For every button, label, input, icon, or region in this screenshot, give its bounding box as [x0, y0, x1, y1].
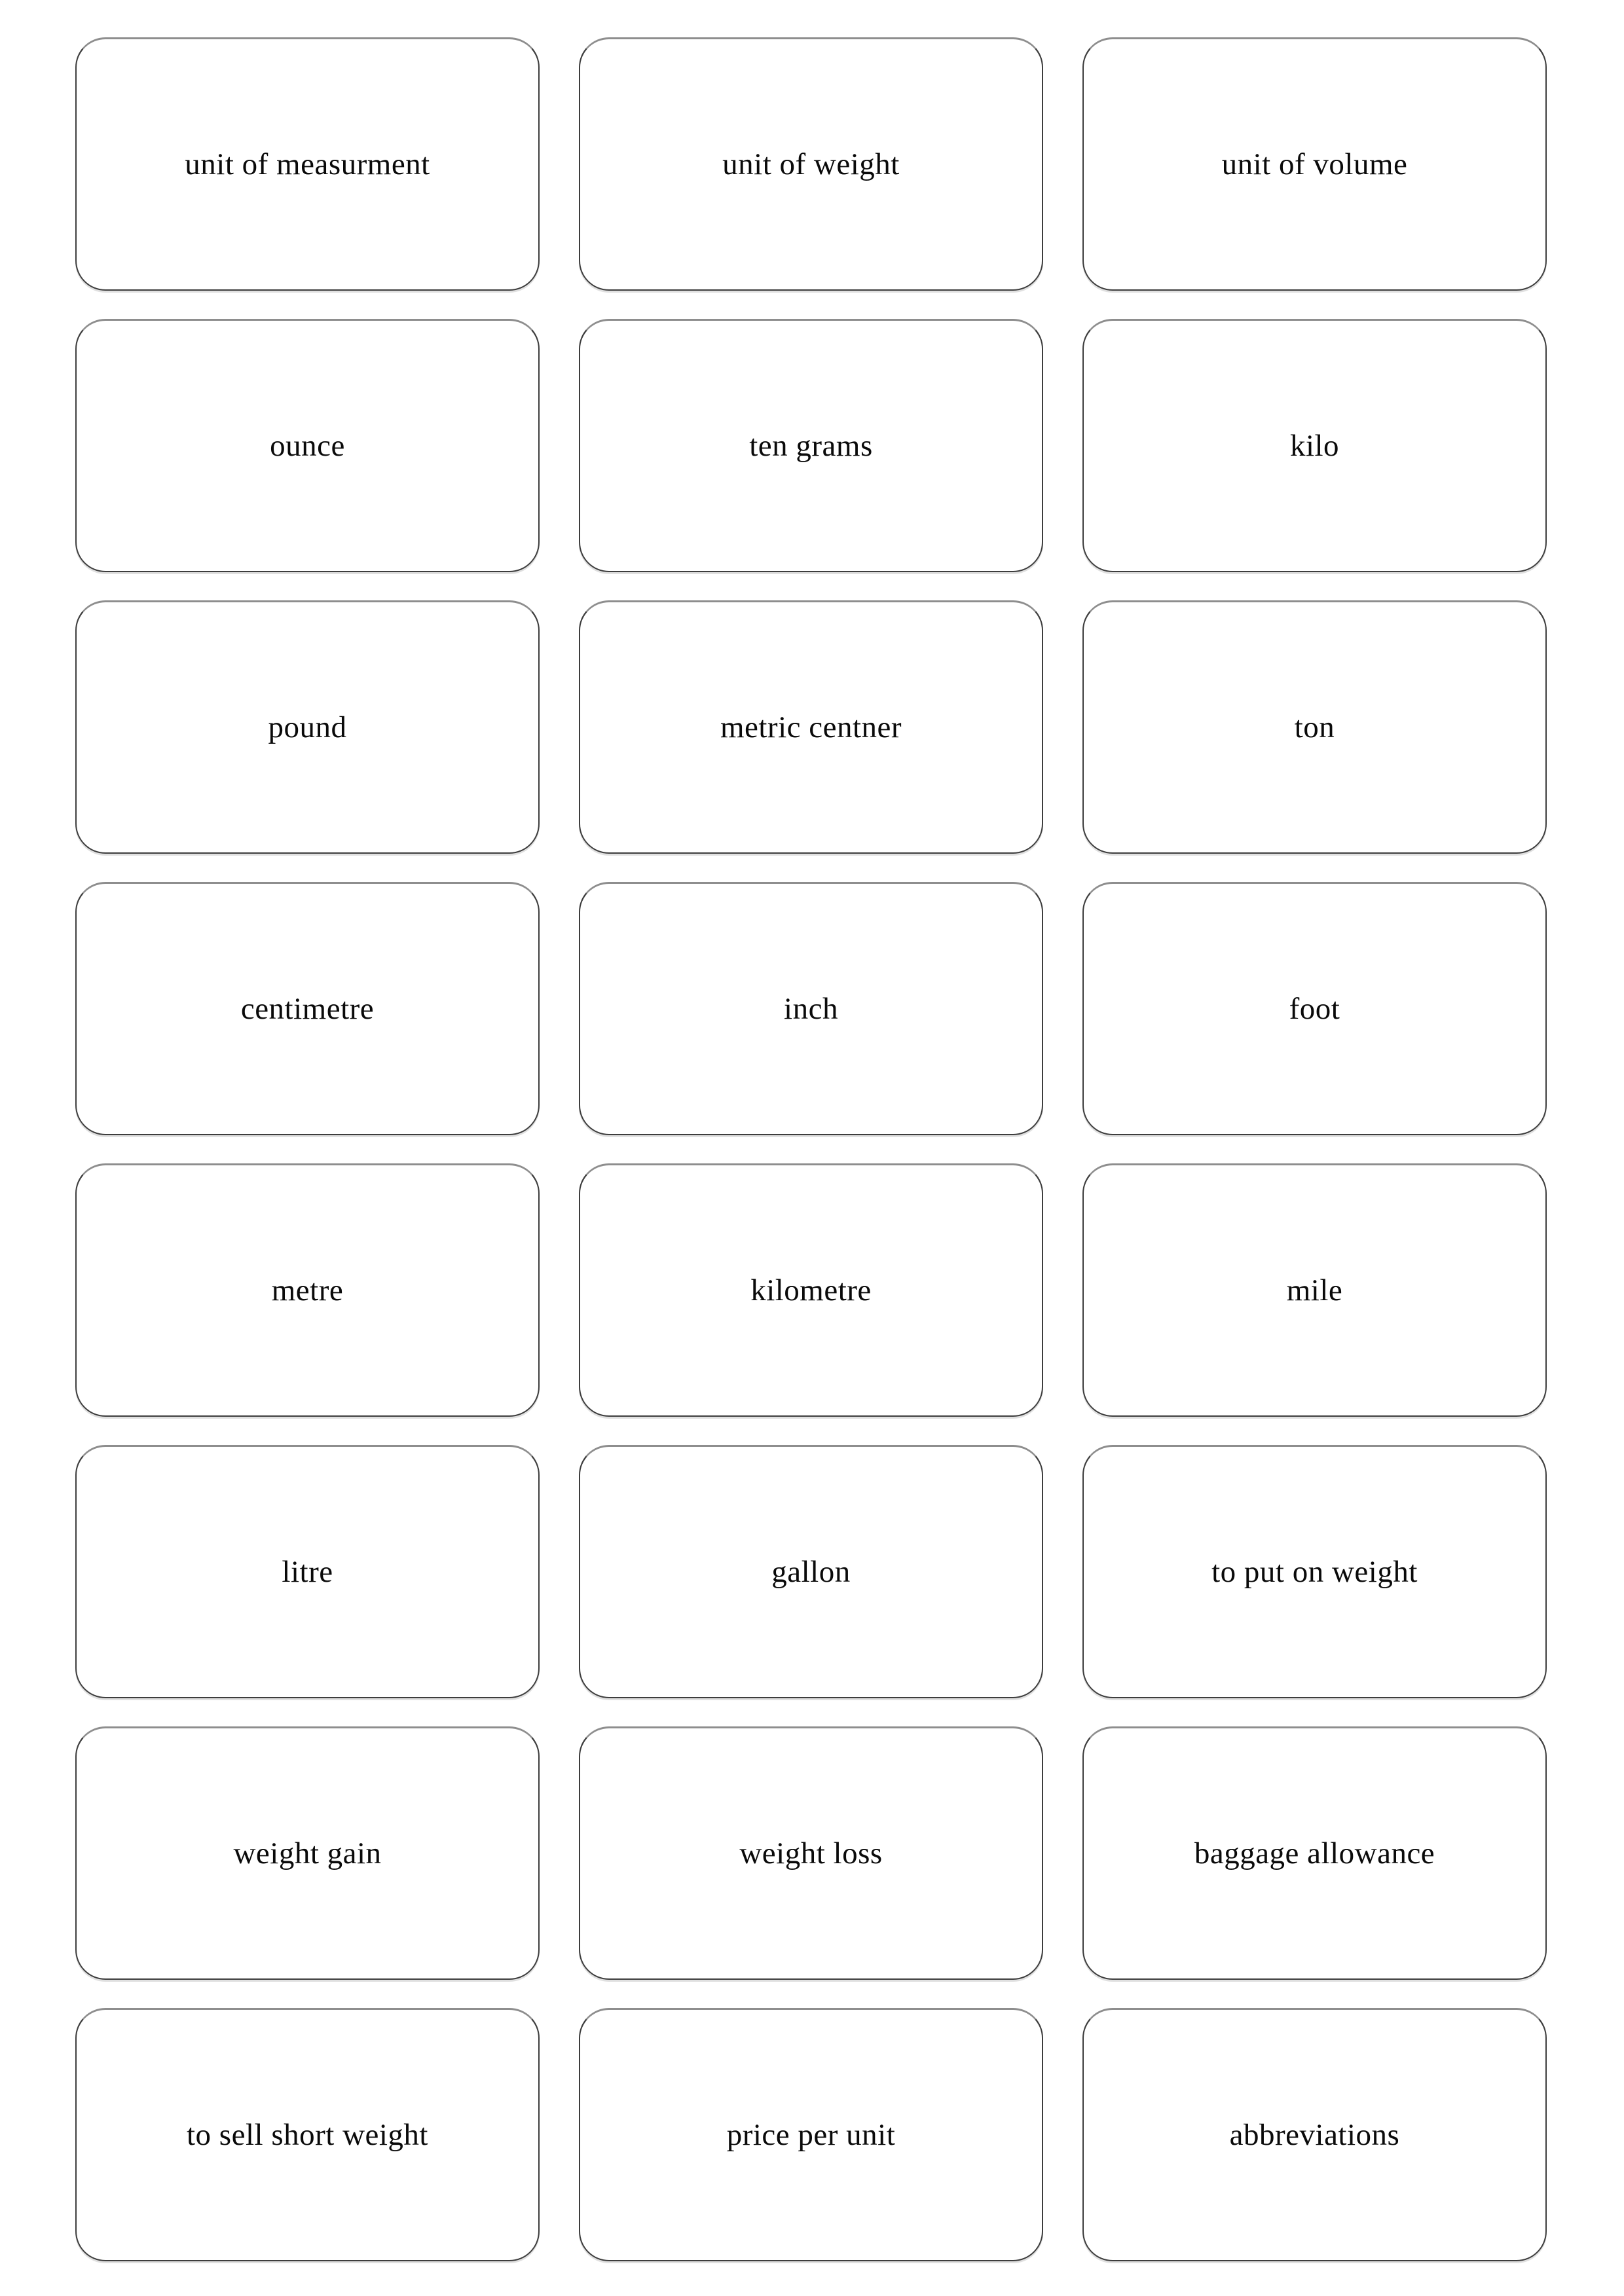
flashcard-label: to put on weight: [1211, 1554, 1418, 1589]
flashcard-label: mile: [1286, 1273, 1343, 1307]
flashcard-label: unit of volume: [1221, 147, 1408, 181]
flashcard-label: to sell short weight: [187, 2117, 428, 2152]
flashcard: [579, 1163, 1043, 1417]
flashcard: [75, 600, 540, 854]
flashcard: [1082, 1163, 1547, 1417]
flashcard-label: weight loss: [739, 1836, 883, 1870]
flashcard-label: ounce: [270, 428, 345, 463]
flashcard: [1082, 1726, 1547, 1980]
flashcard: [75, 1445, 540, 1698]
flashcard: [579, 1726, 1043, 1980]
flashcard-label: baggage allowance: [1194, 1836, 1435, 1870]
flashcard: [1082, 600, 1547, 854]
flashcard: [75, 882, 540, 1135]
flashcard-label: inch: [784, 991, 838, 1026]
flashcard: [579, 1445, 1043, 1698]
flashcard-label: metric centner: [720, 710, 902, 744]
flashcard: [579, 882, 1043, 1135]
flashcard-label: ten grams: [749, 428, 873, 463]
flashcard: [579, 37, 1043, 291]
flashcard: [1082, 2008, 1547, 2261]
flashcard-label: centimetre: [240, 991, 375, 1026]
flashcard: [579, 2008, 1043, 2261]
flashcard-label: litre: [282, 1554, 333, 1589]
flashcard-label: ton: [1294, 710, 1335, 744]
flashcard-label: unit of measurment: [185, 147, 430, 181]
flashcard-label: abbreviations: [1229, 2117, 1400, 2152]
flashcard-label: price per unit: [726, 2117, 896, 2152]
flashcard-label: kilo: [1289, 428, 1340, 463]
flashcard: [1082, 1445, 1547, 1698]
flashcard-label: unit of weight: [722, 147, 900, 181]
flashcard: [75, 2008, 540, 2261]
flashcard: [75, 319, 540, 572]
flashcard-label: gallon: [771, 1554, 851, 1589]
flashcard-sheet: [75, 37, 1547, 2261]
flashcard: [75, 37, 540, 291]
flashcard: [1082, 37, 1547, 291]
flashcard: [75, 1726, 540, 1980]
flashcard-label: foot: [1289, 991, 1340, 1026]
flashcard-label: pound: [268, 710, 347, 744]
flashcard: [579, 600, 1043, 854]
flashcard-label: weight gain: [233, 1836, 382, 1870]
flashcard: [1082, 319, 1547, 572]
flashcard: [579, 319, 1043, 572]
flashcard: [1082, 882, 1547, 1135]
flashcard-label: metre: [271, 1273, 344, 1307]
flashcard: [75, 1163, 540, 1417]
flashcard-label: kilometre: [750, 1273, 872, 1307]
